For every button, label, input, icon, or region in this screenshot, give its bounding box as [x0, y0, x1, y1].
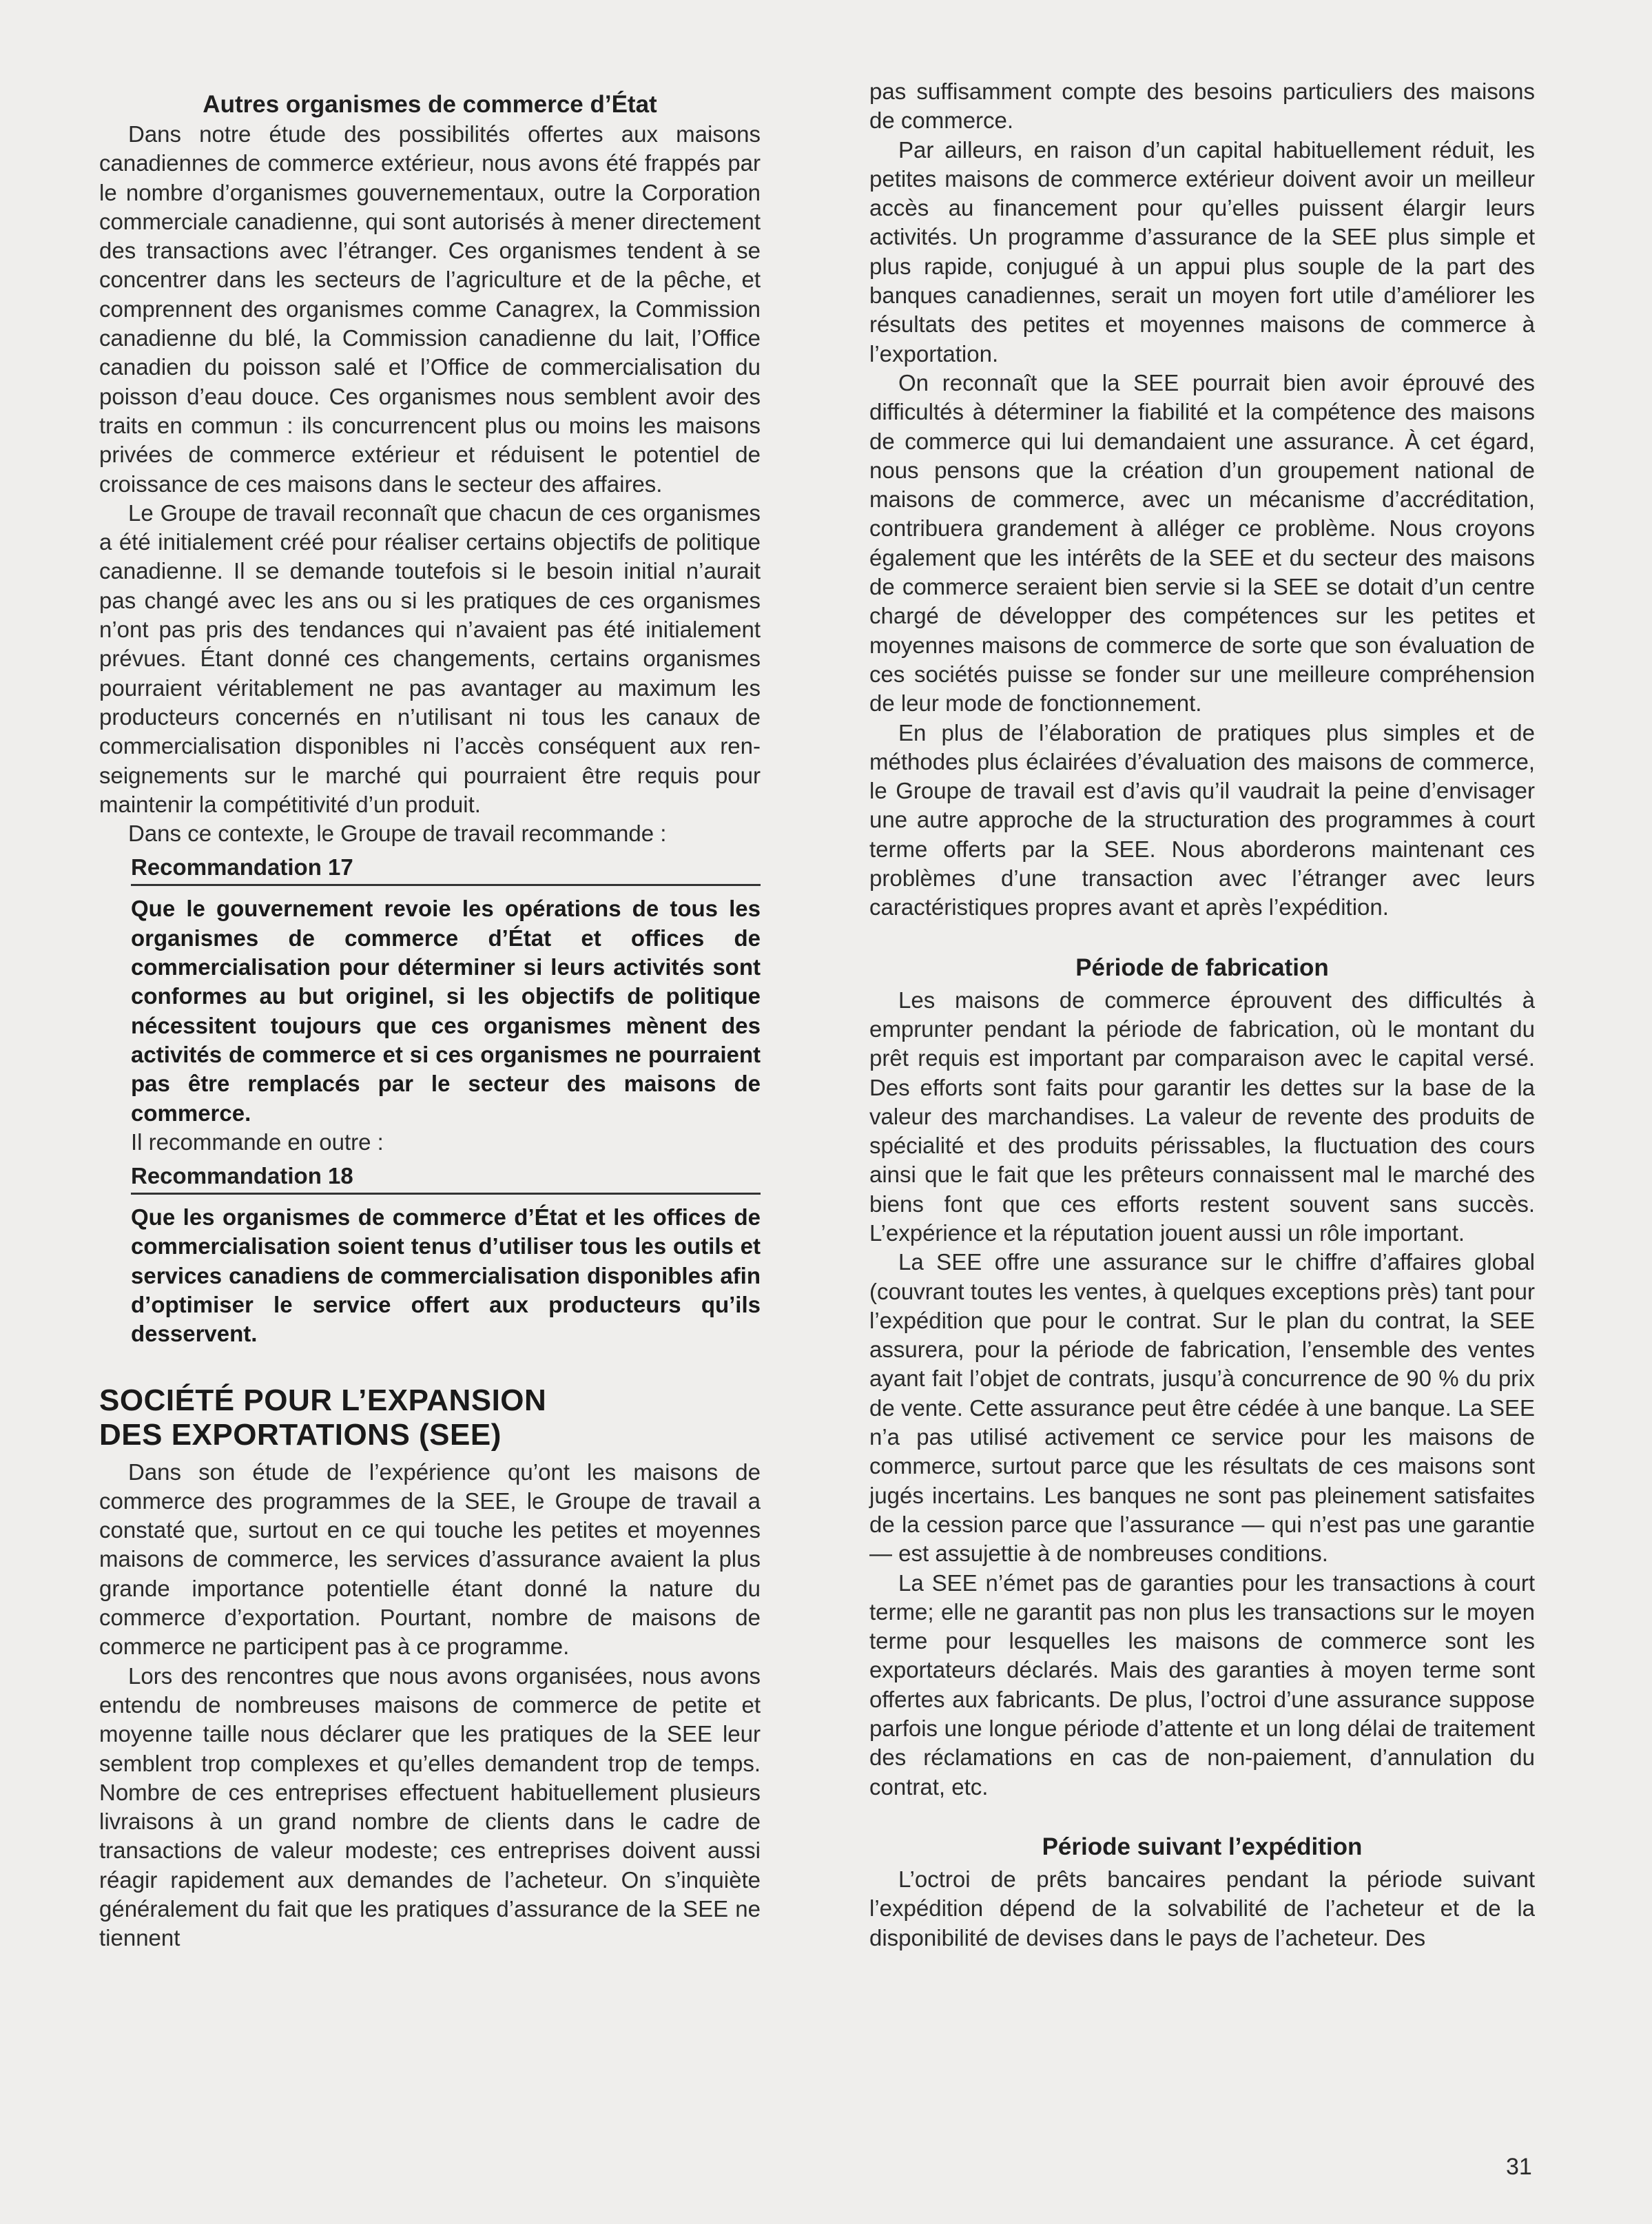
paragraph: Il recommande en outre : [131, 1129, 384, 1155]
page-number: 31 [1506, 2154, 1532, 2180]
section-heading-state-trading: Autres organismes de commerce d’État [203, 91, 657, 118]
paragraph: Les maisons de commerce éprouvent des difficultés à emprunter pendant la période de fabrication, où le montant du prêt requis est important par comparaison avec le capital versé. Des efforts sont faits pour garantir les dettes sur la base de la valeur des marchandises. La valeur de revente des produits de spécialité et des produits périssables, la fluctuation des cours ainsi que le fait que les prêteurs connaissent mal le marché des biens font que ces efforts restent souvent sans succès. L’expérience et la réputation jouent aussi un rôle important. [869, 987, 1535, 1246]
paragraph: Lors des rencontres que nous avons organisées, nous avons entendu de nombreuses maisons de commerce de petite et moyenne taille nous déclarer que les pratiques de la SEE leur semblent trop complexes et qu’elles demandent trop de temps. Nombre de ces entreprises effectuent habituellement plusieurs livraisons à un grand nombre de clients dans le cadre de transactions de valeur modeste; ces entreprises doivent aussi réagir rapidement aux demandes de l’acheteur. On s’inquiète généralement du fait que les pratiques d’assurance de la SEE ne tiennent [99, 1662, 761, 1951]
paragraph: Dans son étude de l’expérience qu’ont les maisons de commerce des programmes de la SEE, le Groupe de travail a constaté que, surtout en ce qui touche les petites et moyennes maisons de commerce, les services d’assurance avaient la plus grande importance potentielle étant donné la nature du commerce d’exportation. Pourtant, nombre de maisons de commerce ne participent pas à ce programme. [99, 1459, 761, 1660]
chapter-heading-see [99, 1383, 761, 1452]
paragraph: Dans ce contexte, le Groupe de travail recommande : [128, 821, 667, 847]
recommendation-18-text: Que les organismes de commerce d’État et les offices de commercialisation soient tenus d’utiliser tous les outils et services canadiens de commercialisation disponibles afin d’optimiser le service offert aux producteurs qu’ils desservent. [131, 1204, 761, 1347]
section-heading-post-shipment: Période suivant l’expédition [1042, 1833, 1363, 1860]
divider [131, 884, 761, 886]
recommendation-17-text: Que le gouvernement revoie les opérations de tous les organismes de commerce d’État et offices de commercialisation pour déterminer si leurs activités sont conformes au but originel, si les objectifs de politique nécessitent toujours que ces organismes mènent des activités de commerce et si ces organismes ne pourraient pas être remplacés par le secteur des maisons de commerce. [131, 896, 761, 1126]
paragraph: La SEE offre une assurance sur le chiffre d’affaires global (couvrant toutes les ventes, à quelques exceptions près) tant pour l’expédition que pour le contrat. Sur le plan du contrat, la SEE assurera, pour la période de fabrication, l’ensemble des ventes ayant fait l’objet de contrats, jusqu’à concurrence de 90 % du prix de vente. Cette assurance peut être cédée à une banque. La SEE n’a pas utilisé activement ce service pour les maisons de commerce, surtout parce que les résultats de ces maisons sont jugés incertains. Les banques ne sont pas pleinement satisfaites de la cession parce que l’assurance — qui n’est pas une garantie — est assujettie à de nombreuses conditions. [869, 1249, 1535, 1567]
right-column [869, 77, 1535, 1953]
paragraph: Par ailleurs, en raison d’un capital habituellement réduit, les petites maisons de commerce extérieur doivent avoir un meilleur accès au financement pour qu’elles puissent élargir leurs activités. Un programme d’assurance de la SEE plus simple et plus rapide, conjugué à un appui plus souple de la part des banques canadiennes, serait un moyen fort utile d’améliorer les résultats des petites et moyennes maisons de commerce à l’exportation. [869, 136, 1535, 367]
section-heading-fabrication: Période de fabrication [1075, 954, 1329, 981]
paragraph: En plus de l’élaboration de pratiques plus simples et de méthodes plus éclairées d’évaluation des maisons de commerce, le Groupe de travail est d’avis qu’il vaudrait la peine d’envisager une autre approche de la structuration des programmes à court terme offerts par la SEE. Nous aborderons maintenant ces problèmes d’une transaction avec l’étranger avec leurs caractéristiques propres avant et après l’expédition. [869, 719, 1535, 920]
paragraph: Le Groupe de travail reconnaît que chacun de ces organismes a été initialement créé pour réaliser certains objectifs de politique canadienne. Il se demande toutefois si le besoin initial n’aurait pas changé avec les ans ou si les pratiques de ces organismes n’ont pas pris des tendances qui n’avaient pas été initialement prévues. Étant donné ces changements, certains organismes pourraient véritablement ne pas avantager au maximum les producteurs concernés en n’utilisant ni tous les canaux de commercialisation disponibles ni l’accès conséquent aux renseignements sur le marché qui pourraient être requis pour maintenir la compétitivité d’un produit. [99, 500, 761, 817]
paragraph: On reconnaît que la SEE pourrait bien avoir éprouvé des difficultés à déterminer la fiabilité et la compétence des maisons de commerce qui lui demandaient une assurance. À cet égard, nous pensons que la création d’un groupement national de maisons de commerce, avec un mécanisme d’accréditation, contribuera grandement à alléger ce problème. Nous croyons également que les intérêts de la SEE et du secteur des maisons de commerce seraient bien servie si la SEE se dotait d’un centre chargé de développer des compétences sur les petites et moyennes maisons de commerce de sorte que son évaluation de ces sociétés puisse se fonder sur une meilleure compréhension de leur mode de fonctionnement. [869, 369, 1535, 717]
chapter-heading-line1: SOCIÉTÉ POUR L’EXPANSION [99, 1383, 547, 1417]
left-column [99, 77, 761, 1953]
paragraph: L’octroi de prêts bancaires pendant la période suivant l’expédition dépend de la solvabilité de l’acheteur et de la disponibilité de devises dans le pays de l’acheteur. Des [869, 1866, 1535, 1950]
recommendation-17-label: Recommandation 17 [131, 854, 353, 881]
divider [131, 1193, 761, 1195]
paragraph: pas suffisamment compte des besoins particuliers des maisons de commerce. [869, 79, 1535, 134]
recommendation-18-label: Recommandation 18 [131, 1163, 353, 1189]
paragraph: Dans notre étude des possibilités offertes aux maisons canadiennes de commerce extérieur, nous avons été frappés par le nombre d’organismes gouvernementaux, outre la Corporation commerciale canadienne, qui sont autorisés à mener directement des transactions avec l’étranger. Ces organismes tendent à se concentrer dans les secteurs de l’agriculture et de la pêche, et comprennent des organismes comme Canagrex, la Commission canadienne du blé, la Commission canadienne du lait, l’Office canadien du poisson salé et l’Office de commercialisation du poisson d’eau douce. Ces organismes nous semblent avoir des traits en commun : ils concurrencent plus ou moins les maisons privées de commerce extérieur et réduisent le potentiel de croissance de ces maisons dans le secteur des affaires. [99, 121, 761, 497]
chapter-heading-line2: DES EXPORTATIONS (SEE) [99, 1417, 502, 1452]
paragraph: La SEE n’émet pas de garanties pour les transactions à court terme; elle ne garantit pas non plus les transactions sur le moyen terme pour lesquelles les maisons de commerce sont les exportateurs déclarés. Mais des garanties à moyen terme sont offertes aux fabricants. De plus, l’octroi d’une assurance suppose parfois une longue période d’attente et un long délai de traitement des réclamations en cas de non-paiement, d’annulation du contrat, etc. [869, 1569, 1535, 1800]
